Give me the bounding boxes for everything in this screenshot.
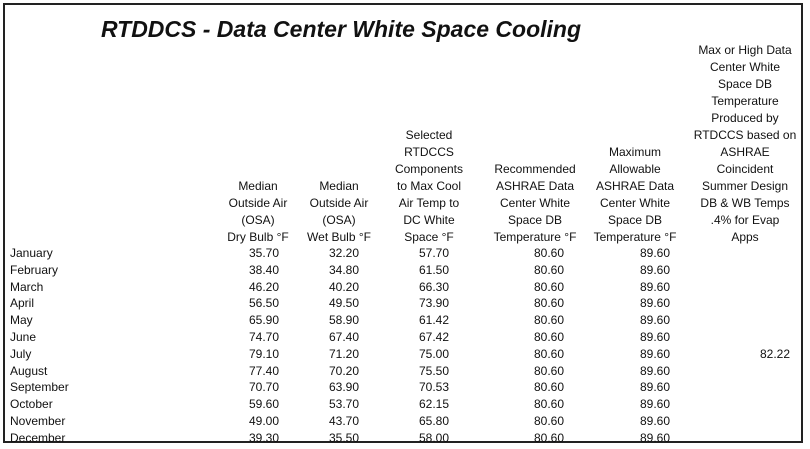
cell-month: January (10, 246, 53, 260)
column-header-line: DC White (403, 213, 455, 227)
column-header-line: Center White (499, 196, 571, 210)
table-row (5, 262, 801, 279)
data-rows (5, 245, 801, 447)
cell-selected-rtdccs: 70.53 (418, 380, 449, 395)
cell-wet-bulb: 43.70 (328, 413, 359, 428)
cell-month: November (10, 413, 66, 428)
column-header-line: Selected (405, 128, 453, 142)
column-header-line: Median (238, 179, 278, 193)
column-header-line: to Max Cool (396, 179, 462, 193)
cell-maximum-allowable: 89.60 (639, 380, 670, 395)
column-header-line: Center White (599, 196, 671, 210)
cell-month: April (10, 296, 35, 311)
column-header-line: Recommended (494, 162, 576, 176)
cell-recommended-ashrae: 80.60 (533, 296, 564, 311)
cell-recommended-ashrae: 80.60 (533, 397, 564, 412)
cell-maximum-allowable: 89.60 (639, 397, 670, 412)
cell-month: July (10, 346, 32, 361)
cell-dry-bulb: 35.70 (248, 246, 279, 260)
column-header-line: Components (394, 162, 464, 176)
cell-dry-bulb: 46.20 (248, 279, 279, 294)
cell-maximum-allowable: 89.60 (639, 279, 670, 294)
cell-selected-rtdccs: 62.15 (418, 397, 449, 412)
column-header-line: Temperature °F (593, 230, 677, 244)
table-row (5, 279, 801, 296)
column-header-line: ASHRAE (720, 145, 770, 159)
cell-selected-rtdccs: 73.90 (418, 296, 449, 311)
cell-max-or-high: 82.22 (759, 346, 790, 361)
cell-month: October (10, 397, 53, 412)
cell-recommended-ashrae: 80.60 (533, 430, 564, 445)
cell-wet-bulb: 67.40 (328, 329, 359, 344)
cell-recommended-ashrae: 80.60 (533, 262, 564, 277)
column-header-line: Wet Bulb °F (307, 230, 371, 244)
column-header-line: Space DB (607, 213, 663, 227)
cell-dry-bulb: 59.60 (248, 397, 279, 412)
column-header-line: Coincident (716, 162, 774, 176)
column-header-line: Median (319, 179, 359, 193)
cell-recommended-ashrae: 80.60 (533, 413, 564, 428)
cell-selected-rtdccs: 61.42 (418, 313, 449, 328)
cell-wet-bulb: 70.20 (328, 363, 359, 378)
cell-selected-rtdccs: 67.42 (418, 329, 449, 344)
cell-selected-rtdccs: 66.30 (418, 279, 449, 294)
cell-maximum-allowable: 89.60 (639, 363, 670, 378)
table-row (5, 245, 801, 262)
cell-month: August (10, 363, 48, 378)
column-header-line: Air Temp to (398, 196, 460, 210)
column-header-line: Space °F (404, 230, 454, 244)
column-header-line: DB & WB Temps (700, 196, 790, 210)
cell-maximum-allowable: 89.60 (639, 313, 670, 328)
table-row (5, 396, 801, 413)
cell-recommended-ashrae: 80.60 (533, 279, 564, 294)
cell-wet-bulb: 35.50 (328, 430, 359, 445)
cell-month: December (10, 430, 66, 445)
table-row (5, 295, 801, 312)
column-header-line: Apps (731, 230, 759, 244)
cell-recommended-ashrae: 80.60 (533, 346, 564, 361)
cell-dry-bulb: 70.70 (248, 380, 279, 395)
column-header-max-or-high (680, 42, 810, 246)
column-header-line: (OSA) (241, 213, 275, 227)
cell-selected-rtdccs: 58.00 (418, 430, 449, 445)
column-header-line: Outside Air (309, 196, 369, 210)
cell-maximum-allowable: 89.60 (639, 329, 670, 344)
cell-maximum-allowable: 89.60 (639, 346, 670, 361)
column-header-line: Max or High Data (698, 43, 792, 57)
table-row (5, 430, 801, 447)
cell-dry-bulb: 49.00 (248, 413, 279, 428)
cell-dry-bulb: 74.70 (248, 329, 279, 344)
page-title: RTDDCS - Data Center White Space Cooling (100, 16, 582, 42)
column-header-line: Allowable (609, 162, 661, 176)
column-header-line: Produced by (711, 111, 779, 125)
column-header-line: ASHRAE Data (495, 179, 575, 193)
column-header-line: ASHRAE Data (595, 179, 675, 193)
cell-maximum-allowable: 89.60 (639, 246, 670, 260)
cell-dry-bulb: 77.40 (248, 363, 279, 378)
cell-selected-rtdccs: 61.50 (418, 262, 449, 277)
cell-wet-bulb: 40.20 (328, 279, 359, 294)
cell-selected-rtdccs: 75.50 (418, 363, 449, 378)
column-header-line: Summer Design (701, 179, 789, 193)
column-header-line: Dry Bulb °F (227, 230, 289, 244)
column-header-line: RTDCCS based on (693, 128, 797, 142)
cell-wet-bulb: 63.90 (328, 380, 359, 395)
cell-dry-bulb: 39.30 (248, 430, 279, 445)
column-header-line: .4% for Evap (710, 213, 780, 227)
cell-month: May (10, 313, 33, 328)
cell-month: March (10, 279, 44, 294)
cell-recommended-ashrae: 80.60 (533, 329, 564, 344)
column-header-line: Outside Air (228, 196, 288, 210)
spreadsheet-frame (3, 3, 803, 443)
cell-recommended-ashrae: 80.60 (533, 246, 564, 260)
cell-maximum-allowable: 89.60 (639, 262, 670, 277)
cell-recommended-ashrae: 80.60 (533, 380, 564, 395)
column-header-line: Temperature °F (493, 230, 577, 244)
cell-wet-bulb: 49.50 (328, 296, 359, 311)
table-row (5, 312, 801, 329)
cell-month: June (10, 329, 37, 344)
table-row (5, 346, 801, 363)
table-row (5, 329, 801, 346)
cell-dry-bulb: 38.40 (248, 262, 279, 277)
cell-maximum-allowable: 89.60 (639, 296, 670, 311)
cell-maximum-allowable: 89.60 (639, 430, 670, 445)
cell-wet-bulb: 32.20 (328, 246, 359, 260)
cell-wet-bulb: 58.90 (328, 313, 359, 328)
column-header-line: (OSA) (322, 213, 356, 227)
cell-selected-rtdccs: 65.80 (418, 413, 449, 428)
cell-recommended-ashrae: 80.60 (533, 363, 564, 378)
cell-selected-rtdccs: 75.00 (418, 346, 449, 361)
column-header-line: Space DB (717, 77, 773, 91)
column-header-line: Temperature (711, 94, 779, 108)
column-header-line: RTDCCS (404, 145, 454, 159)
cell-dry-bulb: 79.10 (248, 346, 279, 361)
table-row (5, 379, 801, 396)
cell-wet-bulb: 34.80 (328, 262, 359, 277)
cell-month: February (10, 262, 59, 277)
cell-wet-bulb: 53.70 (328, 397, 359, 412)
cell-maximum-allowable: 89.60 (639, 413, 670, 428)
table-row (5, 363, 801, 380)
column-header-line: Maximum (608, 145, 661, 159)
cell-month: September (10, 380, 69, 395)
table-row (5, 413, 801, 430)
column-header-line: Center White (709, 60, 781, 74)
cell-recommended-ashrae: 80.60 (533, 313, 564, 328)
cell-dry-bulb: 56.50 (248, 296, 279, 311)
column-header-line: Space DB (507, 213, 563, 227)
cell-wet-bulb: 71.20 (328, 346, 359, 361)
cell-dry-bulb: 65.90 (248, 313, 279, 328)
cell-selected-rtdccs: 57.70 (418, 246, 449, 260)
